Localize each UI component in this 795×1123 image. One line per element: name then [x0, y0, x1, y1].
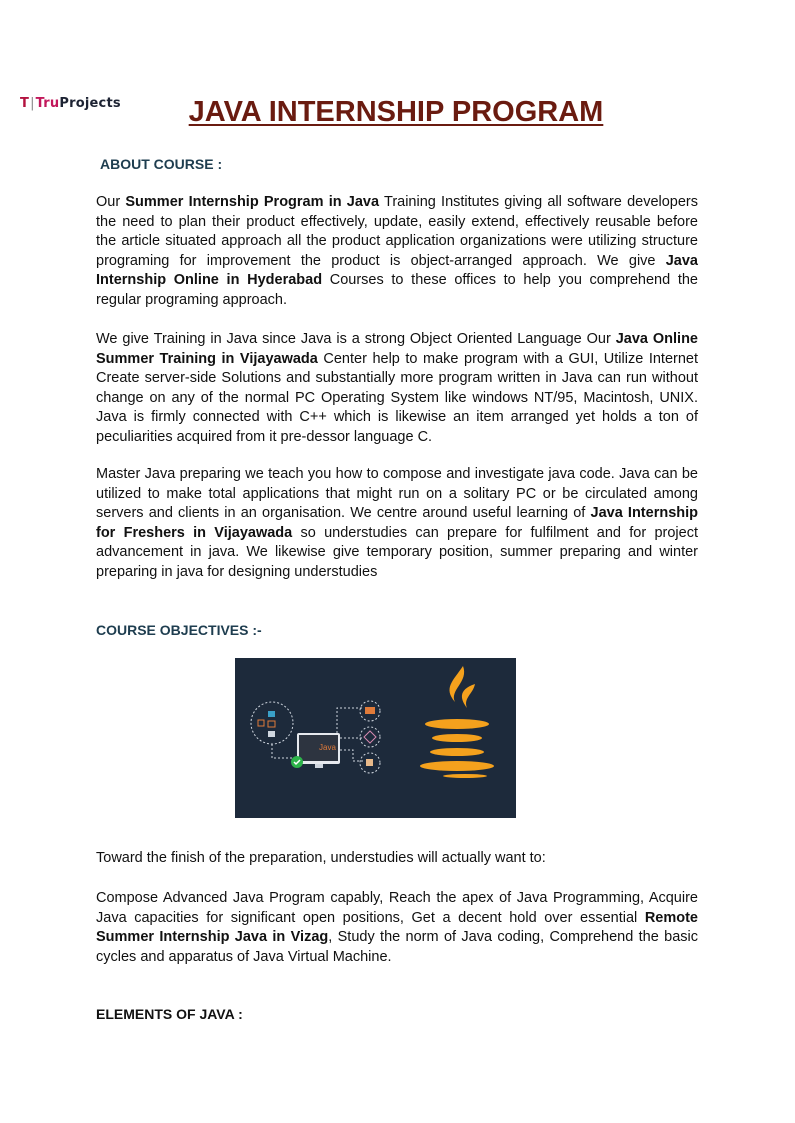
logo-brand-a: Tru — [35, 96, 60, 111]
java-screen-label: Java — [319, 743, 336, 752]
java-illustration — [235, 658, 516, 818]
objectives-intro: Toward the finish of the preparation, understudies will actually want to: — [96, 850, 546, 866]
logo-mark: T — [20, 96, 30, 111]
logo-brand-b: Projects — [59, 96, 121, 111]
about-paragraph-1: Our Summer Internship Program in Java Training Institutes giving all software developers the need to plan their product effectively, update, easily extend, effectively reusable before the article situated approach all the product application organizations were utilizing structure programing for improvement the product is object-arranged approach. We give Java Internship Online in Hyderabad Courses to these offices to help you comprehend the regular programing approach. — [96, 194, 698, 308]
truprojects-logo: T|TruProjects — [20, 96, 121, 111]
about-paragraph-2: We give Training in Java since Java is a strong Object Oriented Language Our Java Online Summer Training in Vijayawada Center help to make program with a GUI, Utilize Internet Create server-side Solutions and substantially more program written in Java can run without change on any of the normal PC Operating System like windows NT/95, Macintosh, UNIX. Java is firmly connected with C++ which is likewise an item arranged yet holds a ton of peculiarities acquired from it pre-dessor language C. — [96, 331, 698, 445]
page-title: JAVA INTERNSHIP PROGRAM — [188, 96, 604, 128]
about-paragraph-3: Master Java preparing we teach you how to compose and investigate java code. Java can be utilized to make total applications that might run on a solitary PC or be circulated among servers and clients in an organisation. We centre around useful learning of Java Internship for Freshers in Vijayawada so understudies can prepare for fulfilment and for project advancement in java. We likewise give temporary position, summer preparing and winter preparing in java for designing understudies — [96, 466, 699, 580]
objectives-paragraph: Compose Advanced Java Program capably, Reach the apex of Java Programming, Acquire Java capacities for significant open positions, Get a decent hold over essential Remote Summer Internship Java in Vizag, Study the norm of Java coding, Comprehend the basic cycles and apparatus of Java Virtual Machine. — [96, 890, 698, 965]
elements-of-java-heading: ELEMENTS OF JAVA : — [96, 1006, 243, 1022]
about-course-heading: ABOUT COURSE : — [100, 156, 223, 172]
course-objectives-heading: COURSE OBJECTIVES :- — [96, 622, 262, 638]
